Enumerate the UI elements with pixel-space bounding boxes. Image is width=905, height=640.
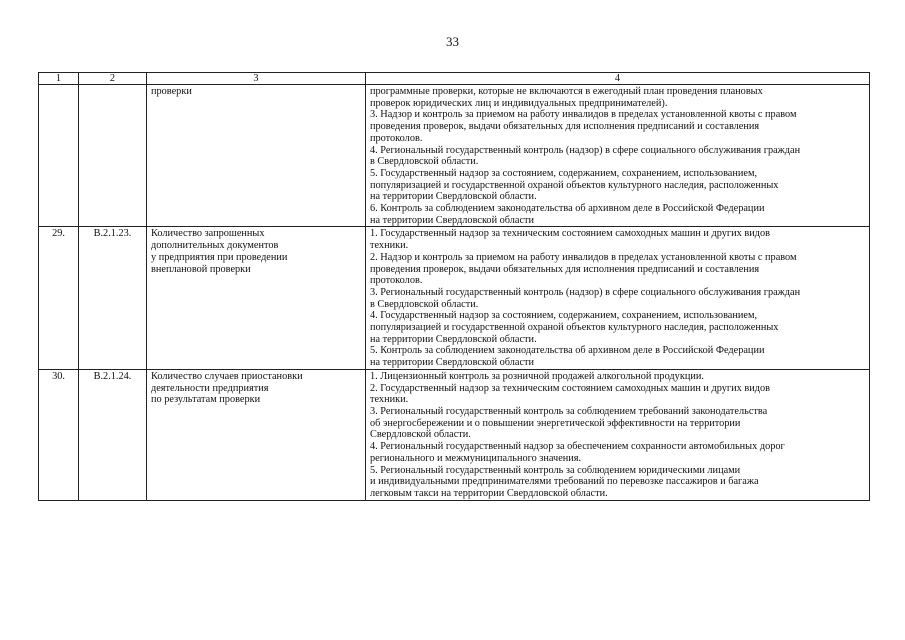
header-col-3: 3 [147, 73, 366, 85]
control-type-line: 1. Государственный надзор за техническим состоянием самоходных машин и других видов [370, 228, 770, 240]
header-col-2: 2 [79, 73, 147, 85]
control-type-line: Свердловской области. [370, 429, 471, 441]
control-type-line: популяризацией и государственной охраной объектов культурного наследия, расположенных [370, 322, 779, 334]
control-type-line: и индивидуальными предпринимателями требований по перевозке пассажиров и багажа [370, 476, 759, 488]
control-type-line: регионального и межмуниципального значения. [370, 452, 582, 464]
row-number: 30. [39, 369, 79, 500]
control-type-line: в Свердловской области. [370, 298, 479, 310]
control-types [366, 369, 870, 500]
control-type-line: 4. Региональный государственный контроль (надзор) в сфере социального обслуживания граждан [370, 144, 801, 156]
indicator-name-line: по результатам проверки [151, 394, 261, 406]
indicator-name-line: у предприятия при проведении [151, 251, 288, 263]
header-col-1: 1 [39, 73, 79, 85]
table-row [39, 85, 870, 227]
indicator-name-line: деятельности предприятия [151, 382, 269, 394]
table-body [39, 85, 870, 501]
indicator-name [147, 369, 366, 500]
indicator-name-line: Количество случаев приостановки [151, 370, 303, 382]
indicator-name-line: проверки [151, 86, 192, 97]
table-row [39, 369, 870, 500]
control-type-line: легковым такси на территории Свердловской области. [370, 487, 608, 499]
control-type-line: 6. Контроль за соблюдением законодательства об архивном деле в Российской Федерации [370, 203, 765, 215]
control-types [366, 85, 870, 227]
control-type-line: 3. Региональный государственный контроль за соблюдением требований законодательства [370, 405, 768, 417]
header-row [39, 73, 870, 85]
indicator-code: В.2.1.24. [79, 369, 147, 500]
indicators-table [38, 72, 870, 501]
control-type-line: 5. Государственный надзор за состоянием, содержанием, сохранением, использованием, [370, 167, 758, 179]
control-type-line: 4. Государственный надзор за состоянием, содержанием, сохранением, использованием, [370, 310, 758, 322]
control-type-line: в Свердловской области. [370, 156, 479, 168]
control-type-line: 3. Региональный государственный контроль (надзор) в сфере социального обслуживания граждан [370, 286, 801, 298]
control-type-line: 5. Контроль за соблюдением законодательства об архивном деле в Российской Федерации [370, 345, 765, 357]
control-type-line: проведения проверок, выдачи обязательных для исполнения предписаний и составления [370, 121, 760, 133]
control-type-line: техники. [370, 240, 409, 252]
control-type-line: 3. Надзор и контроль за приемом на работу инвалидов в пределах установленной квоты с правом [370, 109, 797, 121]
control-type-line: 5. Региональный государственный контроль за соблюдением юридическими лицами [370, 464, 741, 476]
control-type-line: на территории Свердловской области [370, 214, 535, 226]
control-types [366, 227, 870, 369]
control-type-line: программные проверки, которые не включаются в ежегодный план проведения плановых [370, 86, 763, 97]
control-type-line: 1. Лицензионный контроль за розничной продажей алкогольной продукции. [370, 370, 704, 382]
indicator-name-line: Количество запрошенных [151, 228, 265, 240]
control-type-line: на территории Свердловской области. [370, 333, 537, 345]
control-type-line: 2. Надзор и контроль за приемом на работу инвалидов в пределах установленной квоты с правом [370, 251, 797, 263]
control-type-line: на территории Свердловской области. [370, 191, 537, 203]
table-header [39, 73, 870, 85]
indicator-code: В.2.1.23. [79, 227, 147, 369]
control-type-line: техники. [370, 394, 409, 406]
page-number: 33 [446, 34, 459, 49]
indicator-name [147, 227, 366, 369]
control-type-line: популяризацией и государственной охраной объектов культурного наследия, расположенных [370, 179, 779, 191]
control-type-line: протоколов. [370, 132, 423, 144]
control-type-line: протоколов. [370, 275, 423, 287]
table-row [39, 227, 870, 369]
control-type-line: на территории Свердловской области [370, 357, 535, 369]
control-type-line: проведения проверок, выдачи обязательных для исполнения предписаний и составления [370, 263, 760, 275]
indicator-name-line: внеплановой проверки [151, 263, 251, 275]
indicator-code [79, 85, 147, 227]
row-number [39, 85, 79, 227]
control-type-line: об энергосбережении и о повышении энергетической эффективности на территории [370, 417, 741, 429]
indicator-name-line: дополнительных документов [151, 240, 279, 252]
row-number: 29. [39, 227, 79, 369]
header-col-4: 4 [366, 73, 870, 85]
indicator-name [147, 85, 366, 227]
control-type-line: 4. Региональный государственный надзор за обеспечением сохранности автомобильных дорог [370, 441, 785, 453]
control-type-line: проверок юридических лиц и индивидуальных предпринимателей). [370, 97, 668, 109]
control-type-line: 2. Государственный надзор за техническим состоянием самоходных машин и других видов [370, 382, 770, 394]
